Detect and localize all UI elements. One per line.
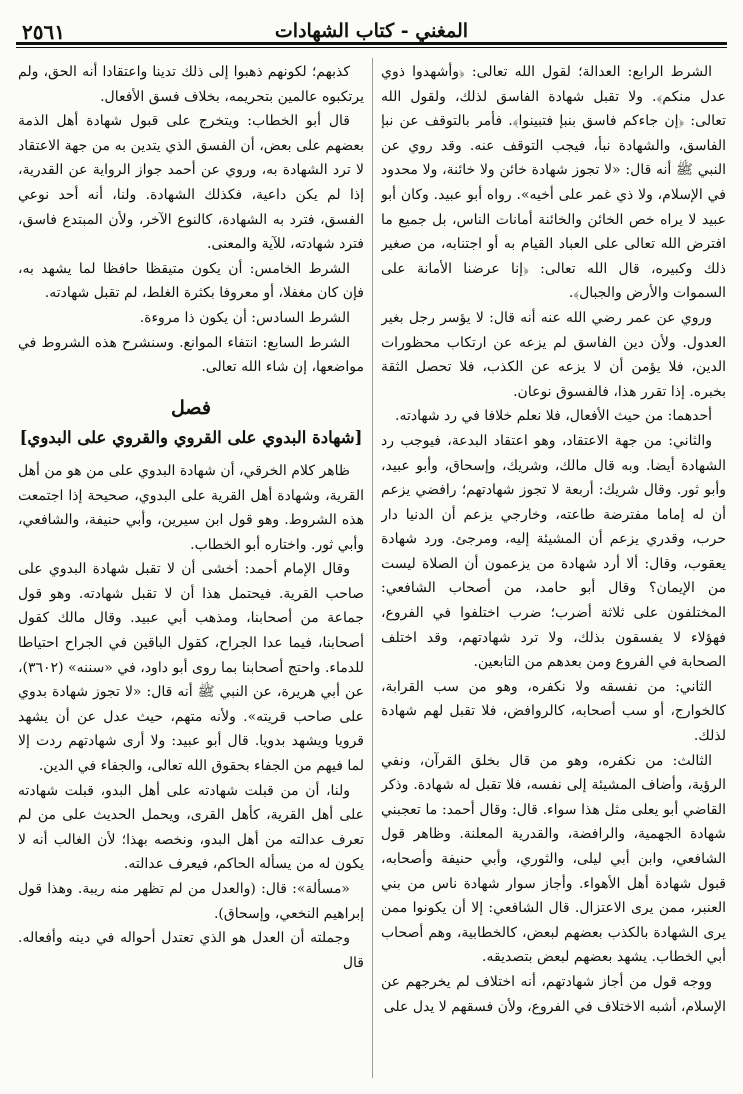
paragraph: ووجه قول من أجاز شهادتهم، أنه اختلاف لم يخرجهم عن الإسلام، أشبه الاختلاف في الفروع، ولأن فسقهم لا يدل على — [381, 973, 726, 1015]
paragraph: الشرط الرابع: العدالة؛ لقول الله تعالى: ﴿وأشهدوا ذوي عدل منكم﴾. ولا تقبل شهادة الفاسق لذلك، ولقول الله تعالى: ﴿إن جاءكم فاسق بنبإ فتبينوا﴾. فأمر بالتوقف عن نبإ الفاسق، والشهادة نبأ، فيجب التوقف عنه. وقد روي عن النبي ﷺ أنه قال: «لا تجوز شهادة خائن ولا خائنة، ولا محدود في الإسلام، ولا ذي غمر على أخيه». رواه أبو عبيد. وكان أبو عبيد لا يراه خص الخائن والخائنة أمانات الناس، بل جميع ما افترض الله تعالى على العباد القيام به أو اجتنابه، من صغير ذلك وكبيره، قال الله تعالى: ﴿إنا عرضنا الأمانة على السموات والأرض والجبال﴾. — [381, 64, 726, 302]
paragraph: الشرط السادس: أن يكون ذا مروءة. — [139, 309, 350, 326]
section-subheading: [شهادة البدوي على القروي والقروي على البدوي] — [19, 428, 363, 448]
paragraph: الشرط السابع: انتفاء الموانع. وسنشرح هذه الشروط في مواضعها، إن شاء الله تعالى. — [18, 334, 364, 376]
running-title: المغني - كتاب الشهادات — [274, 20, 469, 42]
paragraph: ظاهر كلام الخرقي، أن شهادة البدوي على من هو من أهل القرية، وشهادة أهل القرية على البدوي، صحيحة إذا اجتمعت هذه الشروط. وهو قول ابن سيرين، وأبي حنيفة، والشافعي، وأبي ثور. واختاره أبو الخطاب. — [18, 462, 364, 553]
paragraph: الثاني: من نفسقه ولا نكفره، وهو من سب القرابة، كالخوارج، أو سب أصحابه، كالروافض، فلا تقبل لهم شهادة لذلك. — [381, 678, 726, 745]
right-column — [381, 60, 726, 1078]
paragraph: الشرط الخامس: أن يكون متيقظا حافظا لما يشهد به، فإن كان مغفلا، أو معروفا بكثرة الغلط، لم تقبل شهادته. — [18, 260, 364, 302]
paragraph: قال أبو الخطاب: ويتخرج على قبول شهادة أهل الذمة بعضهم على بعض، أن الفسق الذي يتدين به من جهة الاعتقاد لا ترد الشهادة به، وروي عن أحمد جواز الرواية عن القدرية، إذا لم يكن داعية، فكذلك الشهادة. ولنا، أنه أحد نوعي الفسق، فترد به الشهادة، كالنوع الآخر، ولأن المبتدع فاسق، فترد شهادته، للآية والمعنى. — [18, 113, 364, 253]
header-rule — [16, 42, 727, 45]
paragraph: ولنا، أن من قبلت شهادته على أهل البدو، قبلت شهادته على أهل القرية، كأهل القرى، ويحمل الحديث على من لم تعرف عدالته من أهل البدو، ونخصه بهذا؛ لأن الغالب أنه لا يكون له من يسأله الحاكم، فيعرف عدالته. — [18, 782, 364, 873]
paragraph: «مسألة»: قال: (والعدل من لم تظهر منه ريبة. وهذا قول إبراهيم النخعي، وإسحاق). — [18, 881, 364, 922]
paragraph: الثالث: من نكفره، وهو من قال بخلق القرآن، ونفي الرؤية، وأضاف المشيئة إلى نفسه، فلا تقبل له شهادة. وذكر القاضي أبو يعلى مثل هذا سواء. قال: وقال أحمد: ما تعجبني شهادة الجهمية، والرافضة، والقدرية المعلنة. وظاهر قول الشافعي، وابن أبي ليلى، والثوري، وأبي حنيفة وأصحابه، قبول شهادة أهل الأهواء. وأجاز سوار شهادة ناس من بني العنبر، ممن يرى الاعتزال. قال الشافعي: إلا أن يكونوا ممن يرى الشهادة بالكذب بعضهم لبعض، كالخطابية، وهم أصحاب أبي الخطاب. يشهد بعضهم لبعض بتصديقه. — [381, 752, 726, 966]
paragraph: كذبهم؛ لكونهم ذهبوا إلى ذلك تدينا واعتقادا أنه الحق، ولم يرتكبوه عالمين بتحريمه، بخلاف فسق الأفعال. — [18, 64, 364, 105]
left-column — [18, 60, 364, 1078]
header-rule-thin — [16, 47, 727, 48]
paragraph: والثاني: من جهة الاعتقاد، وهو اعتقاد البدعة، فيوجب رد الشهادة أيضا. وبه قال مالك، وشريك، وإسحاق، وأبو عبيد، وأبو ثور. وقال شريك: أربعة لا تجوز شهادتهم؛ رافضي يزعم أن له إماما مفترضة طاعته، وخارجي يزعم أن الدنيا دار حرب، وقدري يزعم أن المشيئة إليه، ومرجئ. ورد شهادة يعقوب، وقال: ألا أرد شهادة من يزعمون أن الصلاة ليست من الإيمان؟ وقال أبو حامد، من أصحاب الشافعي: المختلفون على ثلاثة أضرب؛ ضرب اختلفوا في الفروع، فهؤلاء لا يفسقون بذلك، ولا ترد شهادتهم، وقد اختلف الصحابة في الفروع ومن بعدهم من التابعين. — [381, 432, 726, 671]
page-header — [18, 14, 725, 54]
paragraph: وروي عن عمر رضي الله عنه أنه قال: لا يؤسر رجل بغير العدول. ولأن دين الفاسق لم يزعه عن ارتكاب محظورات الدين، فلا يؤمن أن لا يزعه عن الكذب، فلا تحصل الثقة بخبره. إذا تقرر هذا، فالفسوق نوعان. — [381, 309, 726, 400]
section-heading: فصل — [171, 396, 211, 419]
column-divider — [372, 58, 373, 1078]
paragraph: وجملته أن العدل هو الذي تعتدل أحواله في دينه وأفعاله. قال — [18, 930, 364, 971]
paragraph: وقال الإمام أحمد: أخشى أن لا تقبل شهادة البدوي على صاحب القرية. فيحتمل هذا أن لا تقبل شهادته. وهو قول جماعة من أصحابنا، ومذهب أبي عبيد. وقال مالك كقول أصحابنا، فيما عدا الجراح، كقول الباقين في الجراح احتياطا للدماء. واحتج أصحابنا بما روى أبو داود، في «سننه» (٣٦٠٢)، عن أبي هريرة، عن النبي ﷺ أنه قال: «لا تجوز شهادة بدوي على صاحب قريته». ولأنه متهم، حيث عدل عن أن يشهد قرويا ويشهد بدويا. قال أبو عبيد: ولا أرى شهادتهم ردت إلا لما فيهم من الجفاء بحقوق الله تعالى، والجفاء في الدين. — [18, 561, 364, 775]
paragraph: أحدهما: من حيث الأفعال، فلا نعلم خلافا في رد شهادته. — [395, 408, 712, 425]
page-number: ٢٥٦١ — [22, 20, 65, 44]
